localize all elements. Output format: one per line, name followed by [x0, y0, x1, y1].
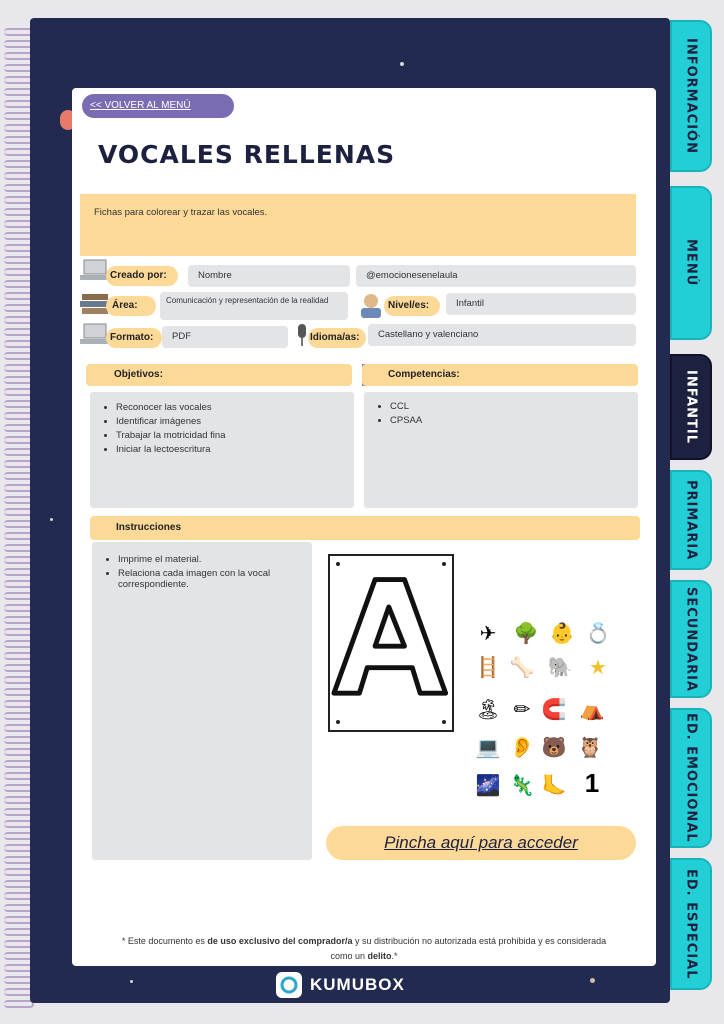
creado-label: Creado por: — [106, 266, 178, 286]
owl-icon: 🦉 — [577, 736, 603, 759]
list-item: • Reconocer las vocales — [116, 402, 344, 413]
tab-primaria[interactable]: PRIMARIA — [670, 470, 712, 570]
tab-ed-especial[interactable]: ED. ESPECIAL — [670, 858, 712, 990]
competencias-box — [364, 392, 638, 508]
objetivos-list — [100, 402, 344, 455]
tab-ed-emocional[interactable]: ED. EMOCIONAL — [670, 708, 712, 848]
creado-value: Nombre — [188, 265, 350, 287]
objetivos-box — [90, 392, 354, 508]
creado-handle: @emocionesenelaula — [356, 265, 636, 287]
idioma-value: Castellano y valenciano — [368, 324, 636, 346]
access-link-button[interactable]: Pincha aquí para acceder — [326, 826, 636, 860]
island-icon: 🏝 — [475, 698, 501, 721]
idioma-label: Idioma/as: — [308, 328, 366, 348]
airplane-icon: ✈ — [479, 622, 497, 645]
star-icon: ★ — [589, 656, 607, 679]
list-item: • Iniciar la lectoescritura — [116, 444, 344, 455]
objetivos-header: Objetivos: — [86, 364, 352, 386]
skeleton-icon: 🦴 — [509, 656, 535, 679]
tab-informacion[interactable]: INFORMACIÓN — [670, 20, 712, 172]
rings-icon: 💍 — [585, 622, 611, 645]
back-to-menu-button[interactable]: << VOLVER AL MENÚ — [82, 94, 234, 118]
formato-value: PDF — [162, 326, 288, 348]
child-icon: 👶 — [549, 622, 575, 645]
pencil-icon: ✏ — [513, 698, 531, 721]
vowel-images-grid — [474, 620, 614, 806]
competencias-header: Competencias: — [362, 364, 638, 386]
worksheet-preview — [328, 554, 454, 732]
area-value: Comunicación y representación de la realidad — [160, 292, 348, 320]
copyright-footnote: * Este documento es de uso exclusivo del comprador/a y su distribución no autorizada está prohibida y es considerada como un delito.* — [121, 936, 607, 961]
instrucciones-header: Instrucciones — [90, 516, 640, 540]
brand-name: KUMUBOX — [310, 975, 405, 994]
area-label: Área: — [106, 296, 156, 316]
page-title: VOCALES RELLENAS — [98, 140, 396, 169]
nivel-value: Infantil — [446, 293, 636, 315]
laptop-thumb-icon: 💻 — [475, 736, 501, 759]
instrucciones-box — [92, 542, 312, 860]
instrucciones-list — [102, 554, 302, 590]
elephant-icon: 🐘 — [547, 656, 573, 679]
content-page — [72, 88, 656, 966]
bear-icon: 🐻 — [541, 736, 567, 759]
competencias-list — [374, 401, 628, 426]
lizard-icon: 🦎 — [509, 774, 535, 797]
description-box: Fichas para colorear y trazar las vocales. — [80, 194, 636, 256]
tab-infantil[interactable]: INFANTIL — [670, 354, 712, 460]
list-item: • Imprime el material. — [118, 554, 302, 565]
list-item: • Identificar imágenes — [116, 416, 344, 427]
list-item: • Trabajar la motricidad fina — [116, 430, 344, 441]
tab-secundaria[interactable]: SECUNDARIA — [670, 580, 712, 698]
kumubox-logo — [276, 972, 405, 998]
list-item: • Relaciona cada imagen con la vocal correspondiente. — [118, 568, 302, 590]
formato-label: Formato: — [106, 328, 162, 348]
igloo-icon: ⛺ — [579, 698, 605, 721]
feet-icon: 🦶 — [541, 774, 567, 797]
list-item: • CCL — [390, 401, 628, 412]
tree-icon: 🌳 — [513, 622, 539, 645]
students-icon — [356, 290, 386, 320]
galaxy-icon: 🌌 — [475, 774, 501, 797]
ear-icon: 👂 — [509, 736, 535, 759]
tab-menu[interactable]: MENÚ — [670, 186, 712, 340]
nivel-label: Nivel/es: — [384, 296, 440, 316]
number-one-tile: 1 — [584, 767, 600, 798]
ladder-icon: 🪜 — [475, 656, 501, 679]
kumubox-logo-icon — [276, 972, 302, 998]
letter-a-outline — [330, 556, 452, 730]
spiral-ring — [4, 1000, 34, 1008]
magnet-icon: 🧲 — [541, 698, 567, 721]
list-item: • CPSAA — [390, 415, 628, 426]
